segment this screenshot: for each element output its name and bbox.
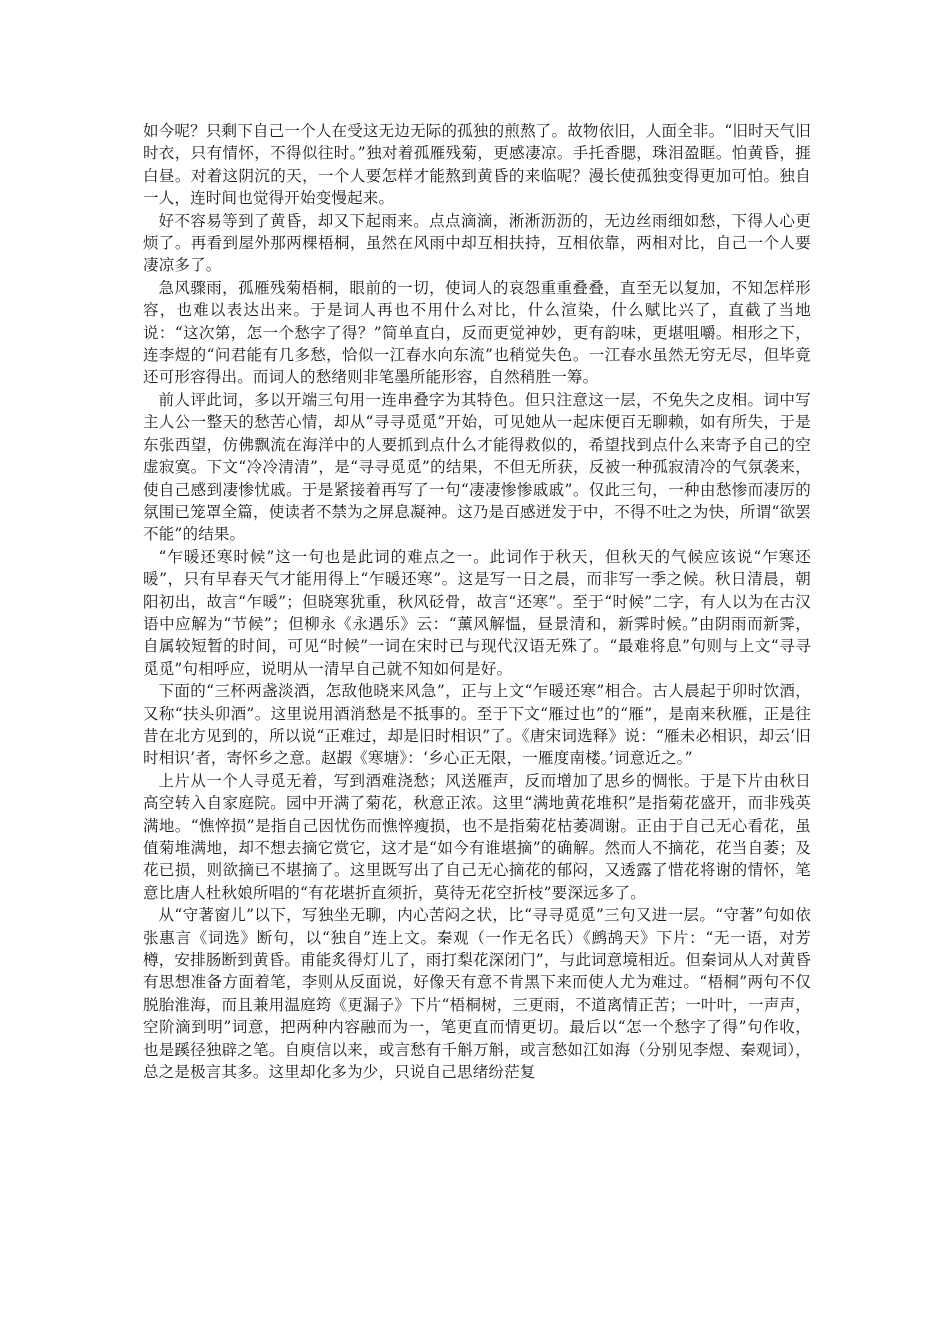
paragraph-4: 前人评此词，多以开端三句用一连串叠字为其特色。但只注意这一层，不免失之皮相。词中写主人公一整天的愁苦心情，却从“寻寻觅觅”开始，可见她从一起床便百无聊赖，如有所失，于是东张西望，仿佛飘流在海洋中的人要抓到点什么才能得救似的，希望找到点什么来寄予自己的空虚寂寞。下文“冷冷清清”，是“寻寻觅觅”的结果，不但无所获，反被一种孤寂清冷的气氛袭来，使自己感到凄惨忧戚。于是紧接着再写了一句“凄凄惨惨戚戚”。仅此三句，一种由愁惨而凄厉的氛围已笼罩全篇，使读者不禁为之屏息凝神。这乃是百感迸发于中，不得不吐之为快，所谓“欲罢不能”的结果。	[143, 390, 811, 544]
paragraph-5: “乍暖还寒时候”这一句也是此词的难点之一。此词作于秋天，但秋天的气候应该说“乍寒还暖”，只有早春天气才能用得上“乍暖还寒”。这是写一日之晨，而非写一季之候。秋日清晨，朝阳初出，故言“乍暖”；但晓寒犹重，秋风砭骨，故言“还寒”。至于“时候”二字，有人以为在古汉语中应解为“节候”；但柳永《永遇乐》云：“薰风解愠，昼景清和，新霁时候。”由阴雨而新霁，自属较短暂的时间，可见“时候”一词在宋时已与现代汉语无殊了。“最难将息”句则与上文“寻寻觅觅”句相呼应，说明从一清早自己就不知如何是好。	[143, 547, 811, 678]
paragraph-1: 如今呢？只剩下自己一个人在受这无边无际的孤独的煎熬了。故物依旧，人面全非。“旧时天气旧时衣，只有情怀，不得似往时。”独对着孤雁残菊，更感凄凉。手托香腮，珠泪盈眶。怕黄昏，捱白昼。对着这阴沉的天，一个人要怎样才能熬到黄昏的来临呢？漫长使孤独变得更加可怕。独自一人，连时间也觉得开始变慢起来。	[143, 122, 811, 208]
paragraph-6: 下面的“三杯两盏淡酒，怎敌他晓来风急”，正与上文“乍暖还寒”相合。古人晨起于卯时饮酒，又称“扶头卯酒”。这里说用酒消愁是不抵事的。至于下文“雁过也”的“雁”，是南来秋雁，正是往昔在北方见到的，所以说“正难过，却是旧时相识”了。《唐宋词选释》说：“雁未必相识，却云‘旧时相识’者，寄怀乡之意。赵嘏《寒塘》：‘乡心正无限，一雁度南楼。’词意近之。”	[143, 682, 811, 768]
document-body	[143, 120, 811, 1083]
paragraph-2: 好不容易等到了黄昏，却又下起雨来。点点滴滴，淅淅沥沥的，无边丝雨细如愁，下得人心更烦了。再看到屋外那两棵梧桐，虽然在风雨中却互相扶持，互相依靠，两相对比，自己一个人要凄凉多了。	[143, 211, 811, 275]
paragraph-8: 从“守著窗儿”以下，写独坐无聊，内心苦闷之状，比“寻寻觅觅”三句又进一层。“守著”句如依张惠言《词选》断句，以“独自”连上文。秦观（一作无名氏）《鹧鸪天》下片：“无一语，对芳樽，安排肠断到黄昏。甫能炙得灯儿了，雨打梨花深闭门”，与此词意境相近。但秦词从人对黄昏有思想准备方面着笔，李则从反面说，好像天有意不肯黑下来而使人尤为难过。“梧桐”两句不仅脱胎淮海，而且兼用温庭筠《更漏子》下片“梧桐树，三更雨，不道离情正苦；一叶叶，一声声，空阶滴到明”词意，把两种内容融而为一，笔更直而情更切。最后以“怎一个愁字了得”句作收，也是蹊径独辟之笔。自庾信以来，或言愁有千斛万斛，或言愁如江如海（分别见李煜、秦观词），总之是极言其多。这里却化多为少，只说自己思绪纷茫复	[143, 906, 811, 1082]
paragraph-7: 上片从一个人寻觅无着，写到酒难浇愁；风送雁声，反而增加了思乡的惆怅。于是下片由秋日高空转入自家庭院。园中开满了菊花，秋意正浓。这里“满地黄花堆积”是指菊花盛开，而非残英满地。“憔悴损”是指自己因忧伤而憔悴瘦损，也不是指菊花枯萎凋谢。正由于自己无心看花，虽值菊堆满地，却不想去摘它赏它，这才是“如今有谁堪摘”的确解。然而人不摘花，花当自萎；及花已损，则欲摘已不堪摘了。这里既写出了自己无心摘花的郁闷，又透露了惜花将谢的情怀，笔意比唐人杜秋娘所唱的“有花堪折直须折，莫待无花空折枝”要深远多了。	[143, 771, 811, 902]
paragraph-3: 急风骤雨，孤雁残菊梧桐，眼前的一切，使词人的哀怨重重叠叠，直至无以复加，不知怎样形容，也难以表达出来。于是词人再也不用什么对比，什么渲染，什么赋比兴了，直截了当地说：“这次第，怎一个愁字了得？”简单直白，反而更觉神妙，更有韵味，更堪咀嚼。相形之下，连李煜的“问君能有几多愁，恰似一江春水向东流”也稍觉失色。一江春水虽然无穷无尽，但毕竟还可形容得出。而词人的愁绪则非笔墨所能形容，自然稍胜一筹。	[143, 278, 811, 387]
